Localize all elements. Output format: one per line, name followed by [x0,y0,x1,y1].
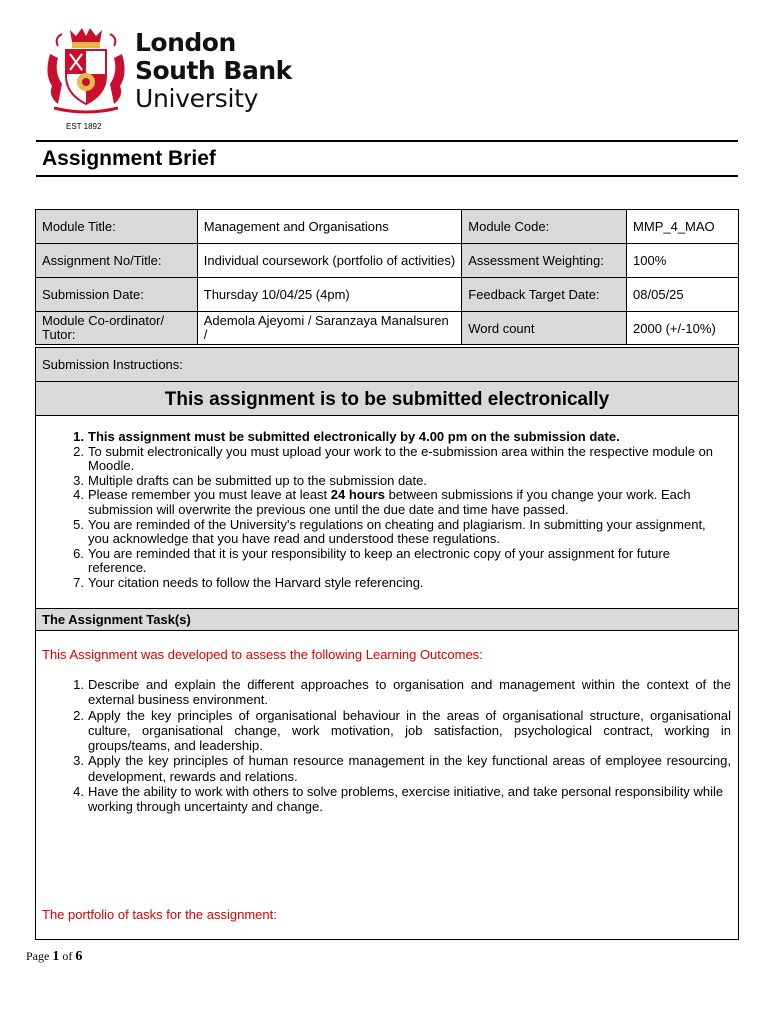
assignment-task-section [35,630,739,940]
page-number-footer [26,949,82,965]
list-text: Multiple drafts can be submitted up to the submission date. [88,472,427,488]
table-row [36,244,739,278]
title-top-rule [36,140,738,142]
instructions-list [73,429,728,591]
list-text: You are reminded that it is your responsibility to keep an electronic copy of your assignment for future reference. [88,545,670,576]
established-year: EST 1892 [66,122,102,131]
list-item [73,487,728,517]
submission-date-label: Submission Date: [36,278,198,312]
logo-line-london: London [135,28,236,57]
word-count-label: Word count [462,312,627,345]
learning-outcomes-list [73,677,731,815]
logo-line-university: University [135,84,259,113]
university-wordmark [135,29,292,113]
module-info-table [35,209,739,345]
list-item [73,443,728,474]
page-title: Assignment Brief [42,147,216,170]
list-number: 4. [73,487,84,503]
list-text: You are reminded of the University's regulations on cheating and plagiarism. In submitting your assignment, you acknowledge that you have read and understood these regulations. [88,516,706,547]
list-number: 3. [73,753,84,769]
submission-instructions-label: Submission Instructions: [35,347,739,382]
learning-outcomes-intro: This Assignment was developed to assess the following Learning Outcomes: [42,647,483,662]
list-text: between submissions if you change your work. Each submission will overwrite the previous one until the due date and time have passed. [88,487,691,517]
list-text: This assignment must be submitted electronically by 4.00 pm on the submission date. [88,429,620,444]
logo-line-south-bank: South Bank [135,56,292,85]
list-number: 2. [73,707,84,723]
university-logo [40,24,300,139]
list-number: 2. [73,443,84,459]
list-item [73,472,728,489]
assignment-task-heading: The Assignment Task(s) [35,608,739,631]
footer-of-word: of [62,949,73,963]
list-item [73,753,731,784]
list-item [73,784,731,815]
title-bottom-rule [36,175,738,177]
list-item [73,707,731,754]
electronic-submission-heading: This assignment is to be submitted electronically [35,381,739,416]
list-number: 6. [73,545,84,561]
table-row [36,210,739,244]
module-code-label: Module Code: [462,210,627,244]
assessment-weighting-label: Assessment Weighting: [462,244,627,278]
submission-date-value: Thursday 10/04/25 (4pm) [197,278,462,312]
current-page-number: 1 [52,949,60,964]
table-row [36,312,739,345]
list-item [73,574,728,591]
list-text: To submit electronically you must upload your work to the e-submission area within the respective module on Moodle. [88,443,714,474]
assignment-title-value: Individual coursework (portfolio of activities) [197,244,462,278]
module-title-label: Module Title: [36,210,198,244]
instructions-section [35,415,739,609]
footer-page-word: Page [26,949,50,963]
list-item [73,429,728,445]
assignment-title-label: Assignment No/Title: [36,244,198,278]
coordinator-label: Module Co-ordinator/ Tutor: [36,312,198,345]
list-text-bold: 24 hours [330,487,385,503]
list-text: Describe and explain the different approaches to organisation and management within the context of the external business environment. [88,677,731,708]
list-number: 3. [73,472,84,488]
list-text: Have the ability to work with others to solve problems, exercise initiative, and take personal responsibility while working through uncertainty and change. [88,784,724,815]
coordinator-value: Ademola Ajeyomi / Saranzaya Manalsuren / [197,312,462,345]
list-number: 1. [73,429,84,444]
list-number: 1. [73,677,84,692]
list-item [73,677,731,708]
word-count-value: 2000 (+/-10%) [627,312,739,345]
module-title-value: Management and Organisations [197,210,462,244]
list-item [73,516,728,547]
total-pages-number: 6 [75,949,83,964]
feedback-date-label: Feedback Target Date: [462,278,627,312]
list-item [73,545,728,576]
module-code-value: MMP_4_MAO [627,210,739,244]
list-text: Please remember you must leave at least [88,487,331,503]
list-text: Apply the key principles of human resource management in the key functional areas of employee resourcing, development, rewards and relations. [88,753,731,784]
list-text: Apply the key principles of organisational behaviour in the areas of organisational structure, organisational culture, organisational change, work motivation, job satisfaction, psychological contract, working in groups/teams, and leadership. [88,707,731,754]
feedback-date-value: 08/05/25 [627,278,739,312]
list-number: 7. [73,574,84,590]
table-row [36,278,739,312]
assessment-weighting-value: 100% [627,244,739,278]
portfolio-tasks-label: The portfolio of tasks for the assignment: [42,907,277,922]
list-number: 5. [73,516,84,532]
list-number: 4. [73,784,84,800]
university-crest-icon [40,24,132,116]
list-text: Your citation needs to follow the Harvard style referencing. [88,574,424,590]
